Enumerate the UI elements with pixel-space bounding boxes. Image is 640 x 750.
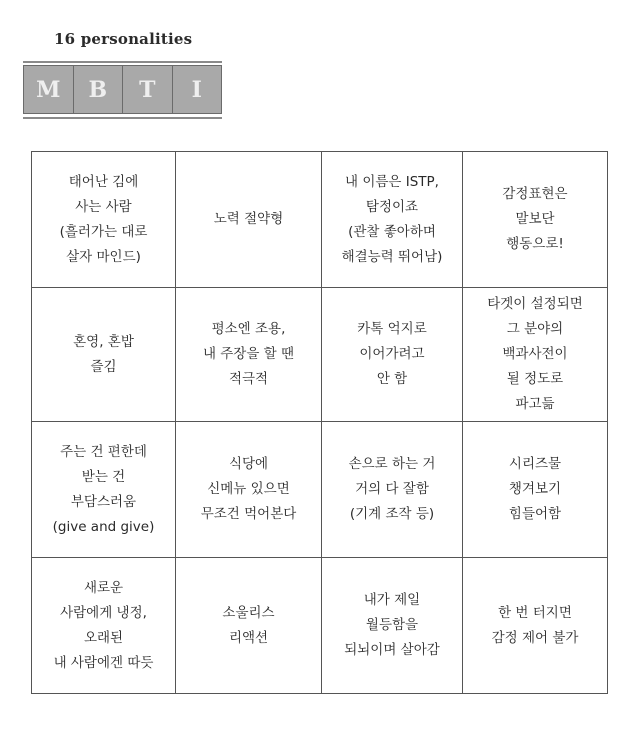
grid-cell: 태어난 김에 사는 사람 (흘러가는 대로 살자 마인드) [32, 152, 176, 288]
bottom-double-rule [23, 117, 222, 119]
grid-row [32, 422, 608, 558]
grid-cell: 주는 건 편한데 받는 건 부담스러움 (give and give) [32, 422, 176, 558]
trait-bingo-grid [31, 151, 608, 694]
grid-cell: 노력 절약형 [176, 152, 322, 288]
grid-row [32, 288, 608, 422]
mbti-banner [23, 61, 222, 119]
grid-cell: 혼영, 혼밥 즐김 [32, 288, 176, 422]
grid-cell: 식당에 신메뉴 있으면 무조건 먹어본다 [176, 422, 322, 558]
grid-cell: 내가 제일 월등함을 되뇌이며 살아감 [322, 558, 463, 694]
grid-cell: 소울리스 리액션 [176, 558, 322, 694]
letter-box-m: M [24, 66, 74, 113]
letter-box-b: B [74, 66, 124, 113]
subtitle: 16 personalities [54, 30, 193, 48]
grid-cell: 타겟이 설정되면 그 분야의 백과사전이 될 정도로 파고듦 [463, 288, 608, 422]
grid-cell: 감정표현은 말보단 행동으로! [463, 152, 608, 288]
mbti-letter-boxes [23, 65, 222, 114]
grid-cell: 손으로 하는 거 거의 다 잘함 (기계 조작 등) [322, 422, 463, 558]
letter-box-t: T [123, 66, 173, 113]
grid-cell: 카톡 억지로 이어가려고 안 함 [322, 288, 463, 422]
grid-cell: 새로운 사람에게 냉정, 오래된 내 사람에겐 따듯 [32, 558, 176, 694]
grid-cell: 평소엔 조용, 내 주장을 할 땐 적극적 [176, 288, 322, 422]
grid-row [32, 558, 608, 694]
grid-cell: 시리즈물 챙겨보기 힘들어함 [463, 422, 608, 558]
letter-box-i: I [173, 66, 222, 113]
top-double-rule [23, 61, 222, 63]
grid-cell: 내 이름은 ISTP, 탐정이죠 (관찰 좋아하며 해결능력 뛰어남) [322, 152, 463, 288]
grid-row [32, 152, 608, 288]
grid-cell: 한 번 터지면 감정 제어 불가 [463, 558, 608, 694]
